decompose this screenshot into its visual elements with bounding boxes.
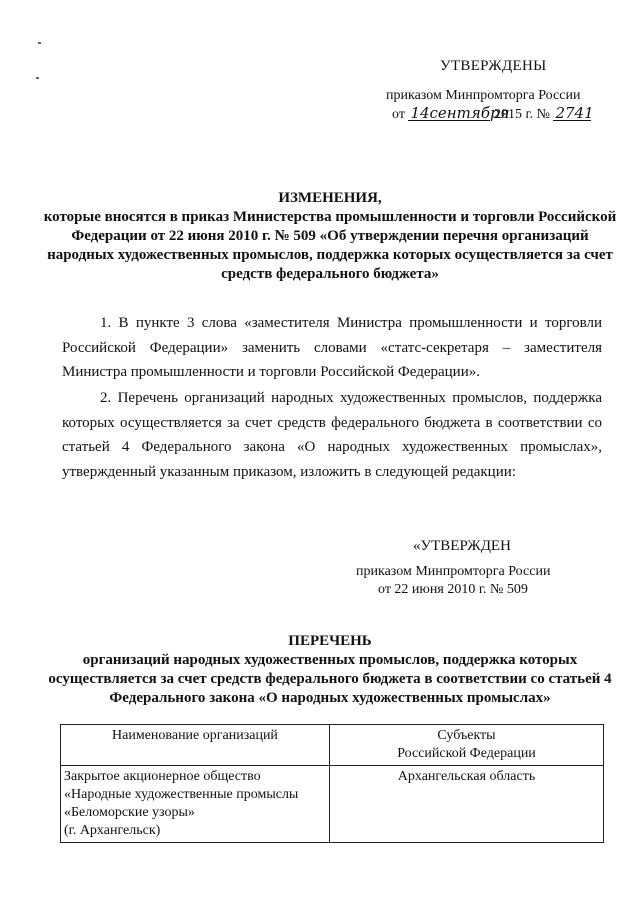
header-organization-name: Наименование организаций: [61, 725, 330, 766]
table-row: [61, 766, 604, 843]
annex-order-line: приказом Минпромторга России: [356, 564, 551, 579]
date-year: 2015 г. №: [493, 107, 550, 122]
organization-name-line: «Народные художественные промыслы: [64, 787, 299, 802]
handwritten-number: 2741: [555, 104, 594, 122]
region-cell: Архангельская область: [330, 766, 604, 843]
list-subtitle: организаций народных художественных промыслов, поддержка которых осуществляется за счет средств федерального бюджета в соответствии со статьей 4 Федерального закона «О народных художественных промыслах»: [48, 652, 612, 706]
annex-date-line: от 22 июня 2010 г. № 509: [378, 582, 528, 597]
organizations-table: [60, 724, 604, 843]
date-prefix: от: [392, 107, 405, 122]
organization-name-line: Закрытое акционерное общество: [64, 769, 261, 784]
paragraph-2: 2. Перечень организаций народных художественных промыслов, поддержка которых осуществляется за счет средств федерального бюджета в соответствии со статьей 4 Федерального закона «О народных художественных промыслах», утвержденный указанным приказом, изложить в следующей редакции:: [62, 390, 602, 480]
header-region: [330, 725, 604, 766]
header-region-line-2: Российской Федерации: [397, 746, 536, 761]
document-subtitle: которые вносятся в приказ Министерства промышленности и торговли Российской Федерации от 22 июня 2010 г. № 509 «Об утверждении перечня организаций народных художественных промыслов, поддержка которых осуществляется за счет средств федерального бюджета»: [43, 209, 617, 282]
handwritten-date: 14сентября: [410, 104, 510, 122]
table-header-row: [61, 725, 604, 766]
document-title: ИЗМЕНЕНИЯ,: [278, 190, 382, 206]
organization-name-line: (г. Архангельск): [64, 823, 161, 838]
paragraph-1: 1. В пункте 3 слова «заместителя Министра промышленности и торговли Российской Федерации» заменить словами «статс-секретаря – заместителя Министра промышленности и торговли Российской Федерации».: [62, 315, 602, 380]
margin-mark: [36, 77, 39, 79]
annex-approved-label: «УТВЕРЖДЕН: [413, 538, 511, 554]
organization-name-cell: [61, 766, 330, 843]
organization-name-line: «Беломорские узоры»: [64, 805, 195, 820]
margin-mark: [38, 42, 41, 44]
order-line: приказом Минпромторга России: [386, 88, 581, 103]
order-date-line: [392, 104, 594, 123]
list-title: ПЕРЕЧЕНЬ: [288, 633, 372, 649]
approved-label: УТВЕРЖДЕНЫ: [440, 58, 547, 74]
header-region-line-1: Субъекты: [437, 728, 496, 743]
